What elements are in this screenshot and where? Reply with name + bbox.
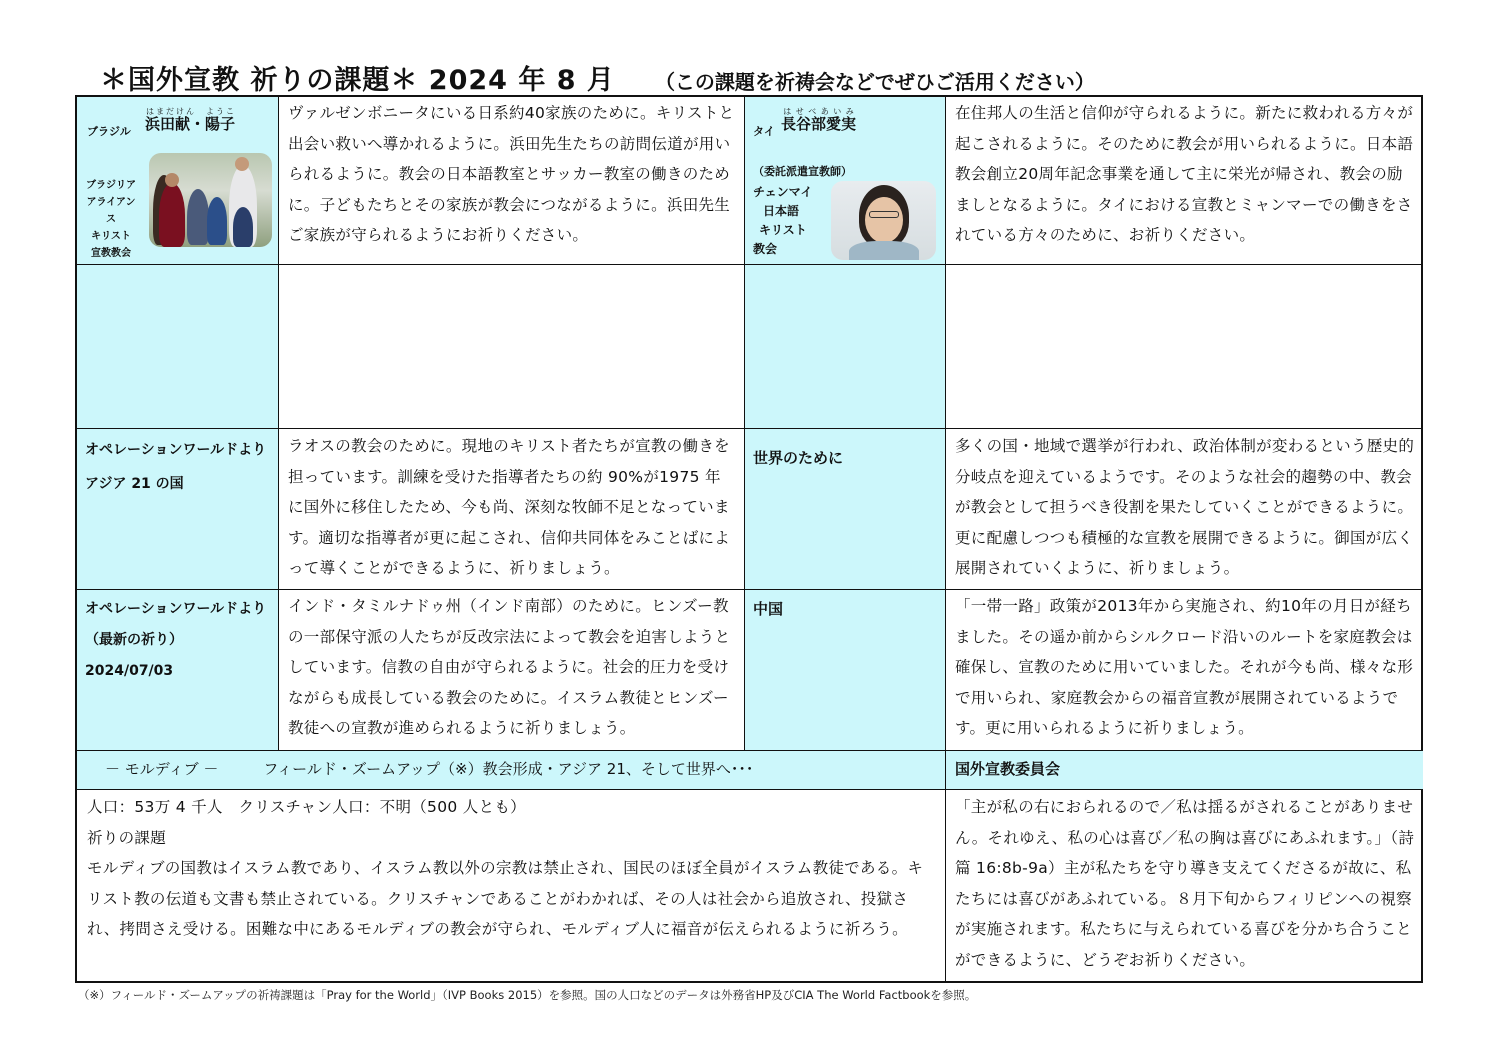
thai-country: タイ (753, 125, 775, 138)
thai-missionary-photo (831, 181, 936, 260)
india-prayer-text: インド・タミルナドゥ州（インド南部）のために。ヒンズー教の一部保守派の人たちが反改宗法によって教会を迫害しようとしています。信教の自由が守られるように。社会的圧力を受けながらも成長している教会のために。イスラム教徒とヒンズー教徒への宣教が進められるように祈りましょう。 (288, 597, 731, 737)
asia21-label: オペレーションワールドより アジア 21 の国 (85, 442, 267, 492)
china-prayer-text: 「一帯一路」政策が2013年から実施され、約10年の月日が経ちました。その遥か前からシルクロード沿いのルートを家庭教会は確保し、宣教のために用いていました。それが今も尚、様々な形で用いられ、家庭教会からの福音宣教が展開されているようです。更に用いられるように祈りましょう。 (955, 597, 1414, 737)
maldives-content-cell (77, 790, 946, 981)
world-label-cell (745, 429, 946, 590)
maldives-content (77, 790, 945, 945)
empty-content-cell-left (279, 265, 745, 429)
brazil-label-cell (77, 97, 279, 265)
brazil-country: ブラジル (87, 125, 131, 138)
asia21-label-cell (77, 429, 279, 590)
china-label: 中国 (753, 600, 784, 618)
empty-content-cell-right (946, 265, 1423, 429)
india-prayer-cell (279, 590, 745, 751)
title-main: ＊国外宣教 祈りの課題＊ 2024 年 8 月 (100, 65, 615, 96)
committee-header: 国外宣教委員会 (955, 760, 1061, 778)
empty-label-cell-right (745, 265, 946, 429)
footnote: （※）フィールド・ズームアップの祈祷課題は「Pray for the World」（IVP Books 2015）を参照。国の人口などのデータは外務省HP及びCIA The World Factbookを参照。 (78, 988, 977, 1002)
brazil-prayer-text: ヴァルゼンボニータにいる日系約40家族のために。キリストと出会い救いへ導かれるように。浜田先生たちの訪問伝道が用いられるように。教会の日本語教室とサッカー教室の働きのために。子どもたちとその家族が教会につながるように。浜田先生ご家族が守られるようにお祈りください。 (288, 104, 735, 244)
latest-prayer-label-cell (77, 590, 279, 751)
maldives-prayer-heading: 祈りの課題 (87, 828, 167, 847)
china-prayer-cell (946, 590, 1423, 751)
prayer-table (75, 95, 1423, 983)
maldives-population: 人口：53万 4 千人 クリスチャン人口：不明（500 人とも） (87, 798, 526, 816)
committee-text: 「主が私の右におられるので／私は揺るがされることがありません。それゆえ、私の心は喜び／私の胸は喜びにあふれます。」（詩篇 16:8b-9a）主が私たちを守り導き支えてくださるが故に、私たちには喜びがあふれている。８月下旬からフィリピンへの視察が実施されます。私たちに与えられている喜びを分かち合うことができるように、どうぞお祈りください。 (955, 798, 1415, 969)
maldives-header-cell (77, 751, 946, 790)
laos-prayer-cell (279, 429, 745, 590)
brazil-prayer-cell (279, 97, 745, 265)
china-label-cell (745, 590, 946, 751)
thai-prayer-text: 在住邦人の生活と信仰が守られるように。新たに救われる方々が起こされるように。そのために教会が用いられるように。日本語教会創立20周年記念事業を通して主に栄光が帰され、教会の励ましとなるように。タイにおける宣教とミャンマーでの働きをされている方々のために、お祈りください。 (955, 104, 1414, 244)
thai-church-name: チェンマイ 日本語 キリスト 教会 (753, 185, 813, 256)
brazil-family-photo (149, 153, 272, 247)
world-prayer-cell (946, 429, 1423, 590)
world-prayer-text: 多くの国・地域で選挙が行われ、政治体制が変わるという歴史的分岐点を迎えているようです。そのような社会的趨勢の中、教会が教会として担うべき役割を果たしていくことができるように。更に配慮しつつも積極的な宣教を展開できるように。御国が広く展開されていくように、祈りましょう。 (955, 437, 1415, 577)
empty-label-cell-left (77, 265, 279, 429)
committee-content-cell (946, 790, 1423, 981)
title-sub: （この課題を祈祷会などでぜひご活用ください） (654, 70, 1095, 94)
thai-prayer-cell (946, 97, 1423, 265)
brazil-church-name: ブラジリア アライアンス キリスト 宣教教会 (86, 180, 136, 259)
committee-header-cell (946, 751, 1423, 790)
latest-prayer-label: オペレーションワールドより （最新の祈り） 2024/07/03 (85, 601, 267, 679)
thai-label-cell (745, 97, 946, 265)
thai-role: （委託派遣宣教師） (753, 165, 852, 178)
world-label: 世界のために (753, 449, 844, 467)
brazil-missionary-name: 浜田献・陽子はまだけん ようこ (145, 107, 236, 133)
page-title (100, 58, 1095, 94)
maldives-header: － モルディブ － フィールド・ズームアップ（※）教会形成・アジア 21、そして世界へ･･･ (105, 760, 754, 778)
laos-prayer-text: ラオスの教会のために。現地のキリスト者たちが宣教の働きを担っています。訓練を受けた指導者たちの約 90%が1975 年に国外に移住したため、今も尚、深刻な牧師不足となっています。適切な指導者が更に起こされ、信仰共同体をみことばによって導くことができるように、祈りましょう。 (288, 437, 731, 577)
maldives-prayer-text: モルディブの国教はイスラム教であり、イスラム教以外の宗教は禁止され、国民のほぼ全員がイスラム教徒である。キリスト教の伝道も文書も禁止されている。クリスチャンであることがわかれば、その人は社会から追放され、投獄され、拷問さえ受ける。困難な中にあるモルディブの教会が守られ、モルディブ人に福音が伝えられるように祈ろう。 (87, 859, 924, 938)
thai-missionary-name: 長谷部愛実はせべあいみ (781, 107, 857, 133)
